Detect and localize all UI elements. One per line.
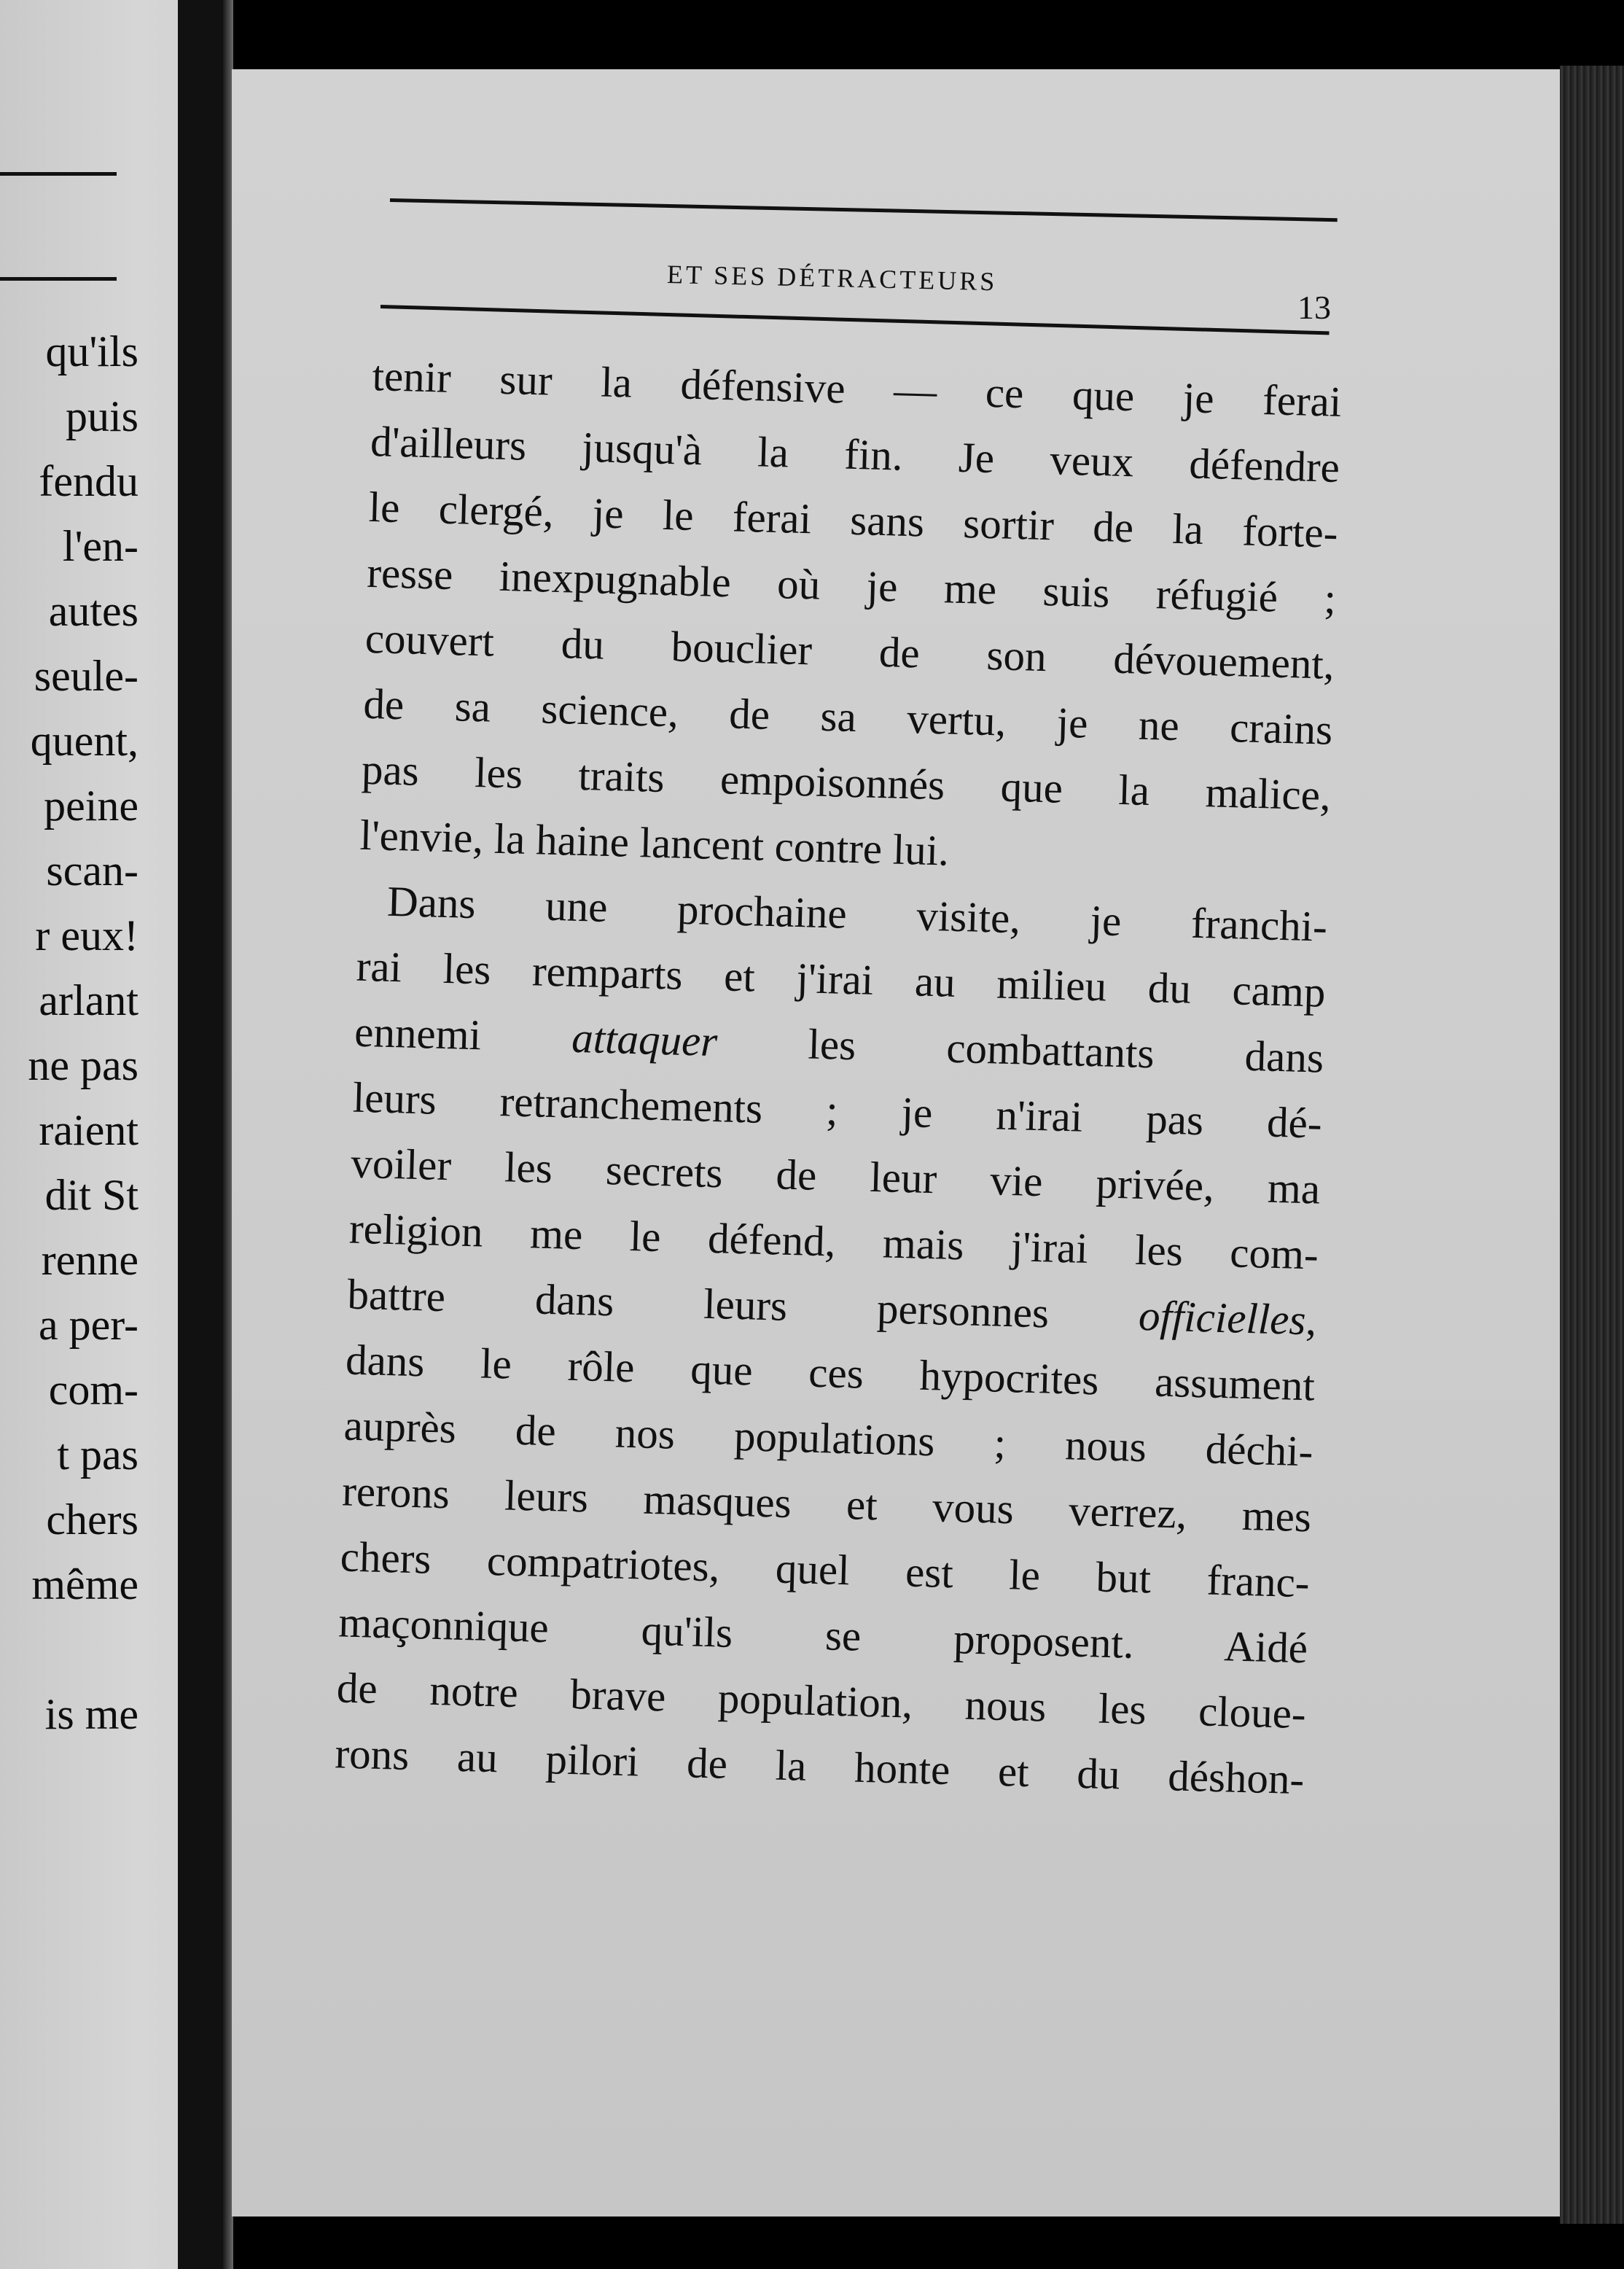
left-page-line: puis xyxy=(65,392,138,440)
left-page-line: peine xyxy=(44,782,138,830)
running-head: ET SES DÉTRACTEURS xyxy=(666,260,998,297)
left-page-line: qu'ils xyxy=(45,327,138,375)
left-page-rule-top xyxy=(0,172,117,176)
left-page-line: is me xyxy=(44,1690,138,1738)
left-page-line: a per- xyxy=(38,1301,138,1349)
left-page-line xyxy=(0,1617,138,1682)
body-line-text: battre dans leurs personnes xyxy=(346,1269,1140,1339)
body-line: rai les remparts et j'irai au milieu du camp xyxy=(355,941,1327,1016)
body-line-text: ennemi xyxy=(354,1007,573,1062)
body-line: voiler les secrets de leur vie privée, ma xyxy=(350,1138,1321,1213)
left-page-rule-bottom xyxy=(0,277,117,281)
left-page-line: com- xyxy=(48,1366,138,1414)
left-page-line: même xyxy=(31,1560,138,1608)
left-page-line: r eux! xyxy=(35,911,138,960)
body-line: rerons leurs masques et vous verrez, mes xyxy=(341,1466,1312,1541)
left-page-line: dit St xyxy=(44,1171,138,1219)
body-line: religion me le défend, mais j'irai les com- xyxy=(348,1204,1319,1279)
left-page-line: arlant xyxy=(39,976,138,1024)
left-page-line: scan- xyxy=(46,847,138,895)
body-line: Dans une prochaine visite, je franchi- xyxy=(386,876,1328,951)
body-line: l'envie, la haine lancent contre lui. xyxy=(359,810,950,875)
body-line: dans le rôle que ces hypocrites assument xyxy=(345,1335,1316,1410)
body-line: rons au pilori de la honte et du déshon- xyxy=(334,1729,1305,1804)
book-gutter xyxy=(178,0,223,2269)
body-line: pas les traits empoisonnés que la malice, xyxy=(361,744,1332,820)
left-page-line: l'en- xyxy=(62,522,138,570)
left-page-line: raient xyxy=(39,1106,138,1154)
body-line: couvert du bouclier de son dévouement, xyxy=(364,613,1335,688)
left-page-line: autes xyxy=(48,587,138,635)
body-line: leurs retranchements ; je n'irai pas dé- xyxy=(352,1073,1323,1148)
page-number: 13 xyxy=(1297,289,1331,326)
left-page-line: t pas xyxy=(57,1431,138,1479)
left-page-text xyxy=(0,319,138,1747)
page-edges xyxy=(1560,66,1624,2224)
left-page-line: seule- xyxy=(34,652,138,700)
body-line: tenir sur la défensive — ce que je ferai xyxy=(371,351,1343,426)
left-page-line: quent, xyxy=(30,717,138,765)
body-line: resse inexpugnable où je me suis réfugié ; xyxy=(366,548,1337,623)
body-line: auprès de nos populations ; nous déchi- xyxy=(343,1401,1314,1476)
body-line: le clergé, je le ferai sans sortir de la forte- xyxy=(368,482,1339,557)
left-page-line: renne xyxy=(41,1236,138,1284)
body-line-text: les combattants dans xyxy=(717,1017,1324,1082)
body-line: de notre brave population, nous les cloue- xyxy=(336,1663,1307,1738)
italic-word: officielles xyxy=(1138,1291,1307,1344)
body-line: de sa science, de sa vertu, je ne crains xyxy=(362,679,1334,754)
body-line-text: , xyxy=(1305,1296,1318,1344)
left-page-line: fendu xyxy=(39,457,138,505)
italic-word: attaquer xyxy=(571,1013,719,1066)
body-line: chers compatriotes, quel est le but franc- xyxy=(340,1532,1311,1607)
body-line: maçonnique qu'ils se proposent. Aidé xyxy=(337,1597,1308,1673)
body-text xyxy=(334,343,1342,1812)
body-line: d'ailleurs jusqu'à la fin. Je veux défendre xyxy=(370,416,1340,491)
left-page-line: chers xyxy=(46,1495,138,1544)
left-page-line: ne pas xyxy=(28,1041,138,1089)
